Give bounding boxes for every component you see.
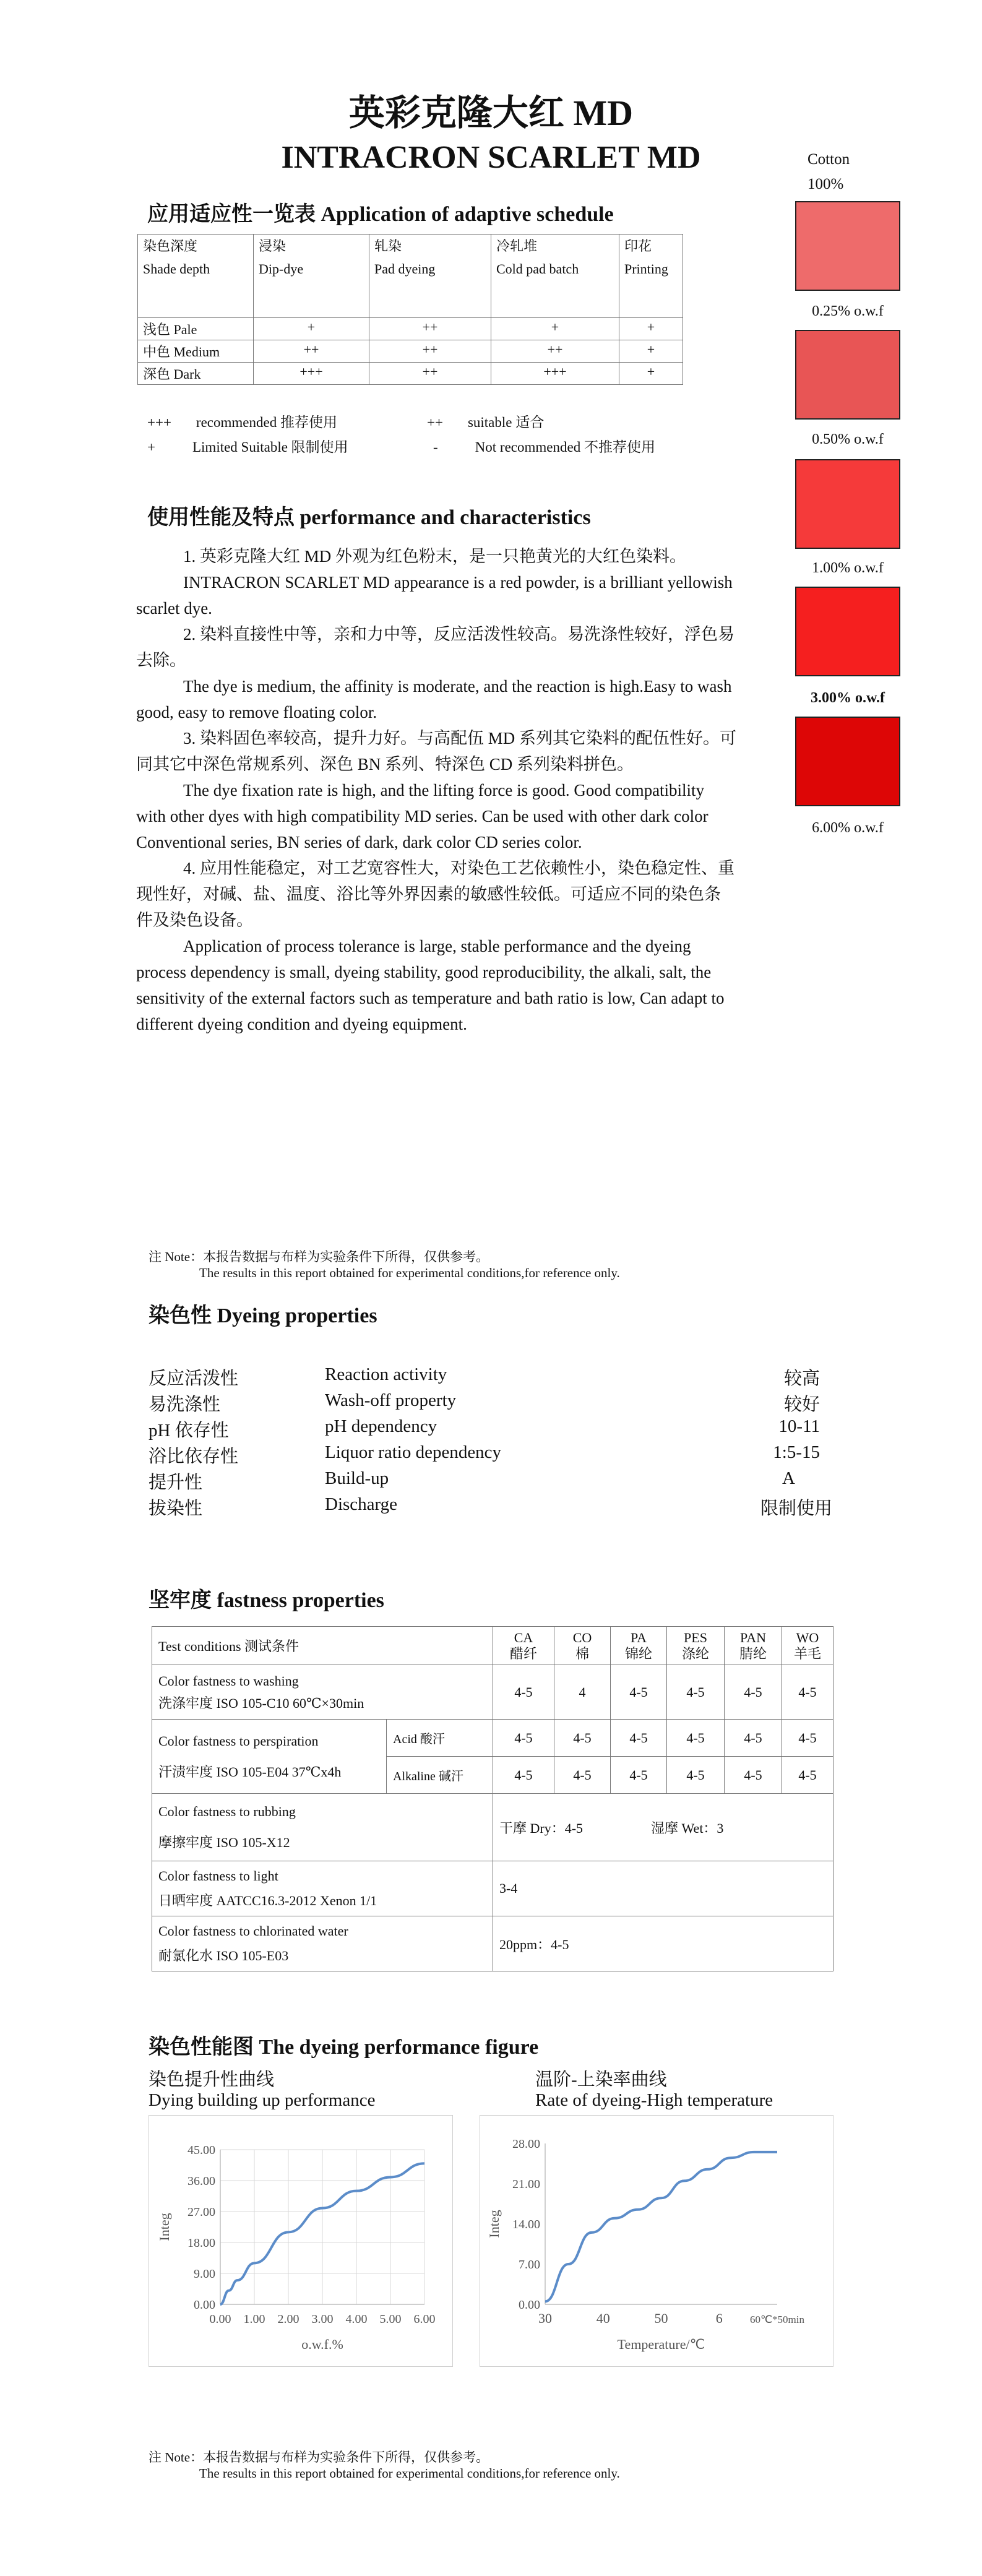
y-axis-label: Integ [157,2213,172,2241]
dp-cn-3: 浴比依存性 [149,1447,239,1467]
performance-p3-cn: 3. 染料固色率较高，提升力好。与高配伍 MD 系列其它染料的配伍性好。可同其它中深色常规系列、深色 BN 系列、特深色 CD 系列染料拼色。 [136,729,737,773]
header-pad-dyeing: 轧染 Pad dyeing [369,235,491,318]
y-tick-label: 28.00 [512,2137,540,2151]
swatch-label-6-00: 6.00% o.w.f [812,820,884,836]
x-axis-label: Temperature/℃ [617,2337,705,2352]
left-chart-title-en: Dying building up performance [149,2090,376,2110]
dp-en-2: pH dependency [325,1416,437,1436]
build-up-chart-svg [149,2116,452,2366]
x-tick-label: 4.00 [345,2312,368,2326]
left-chart-title-cn: 染色提升性曲线 [149,2070,275,2090]
x-tick-label: 2.00 [277,2312,299,2326]
title-chinese: 英彩克隆大红 MD [348,93,634,133]
legend-not-recommended: - Not recommended 不推荐使用 [433,439,655,455]
y-tick-label: 0.00 [519,2298,540,2312]
dp-cn-5: 拔染性 [149,1499,203,1518]
dp-value-4: A [782,1468,795,1488]
application-row-pale: 浅色 Pale + ++ + + [138,318,683,340]
x-tick-label: 5.00 [379,2312,402,2326]
x-tick-label: 6 [715,2311,723,2326]
dp-value-2: 10-11 [778,1416,820,1436]
y-tick-label: 27.00 [187,2205,215,2219]
dp-en-1: Wash-off property [325,1390,457,1410]
performance-heading: 使用性能及特点 performance and characteristics [147,506,591,529]
figure-heading: 染色性能图 The dyeing performance figure [149,2036,539,2059]
y-tick-label: 14.00 [512,2218,540,2231]
swatch-label-1-00: 1.00% o.w.f [812,560,884,576]
swatch-label-0-50: 0.50% o.w.f [812,431,884,447]
performance-p4-en: Application of process tolerance is large, stable performance and the dyeing process dependency is small, dyeing stability, good reproducibility, the alkali, salt, the sensitivity of the external factors such as temperature and bath ratio is low, Can adapt to different dyeing condition and dyeing equipment. [136,937,725,1033]
rate-of-dyeing-chart-svg [480,2116,833,2366]
x-tick-label: 60℃*50min [749,2314,805,2325]
note-1-en: The results in this report obtained for experimental conditions,for reference only. [199,1265,620,1280]
fastness-light-row: Color fastness to light 日晒牢度 AATCC16.3-2012 Xenon 1/1 3-4 [152,1861,833,1916]
performance-body [136,543,736,1037]
application-heading: 应用适应性一览表 Application of adaptive schedule [147,203,614,226]
fastness-heading: 坚牢度 fastness properties [149,1589,384,1612]
dp-value-3: 1:5-15 [773,1442,820,1462]
fastness-perspiration-alkaline-row: Alkaline 碱汗 4-5 4-5 4-5 4-5 4-5 4-5 [152,1757,833,1794]
swatch-header: Cotton 100% [808,151,850,192]
dp-cn-0: 反应活泼性 [149,1369,239,1389]
dp-en-0: Reaction activity [325,1364,447,1384]
x-tick-label: 50 [654,2311,668,2326]
note-1-cn: 注 Note：本报告数据与布样为实验条件下所得，仅供参考。 [149,1249,489,1264]
application-row-medium: 中色 Medium ++ ++ ++ + [138,340,683,363]
dp-cn-4: 提升性 [149,1473,203,1493]
fastness-table [152,1626,833,1971]
title-english: INTRACRON SCARLET MD [281,140,701,175]
x-tick-label: 30 [538,2311,552,2326]
swatch-0-50 [795,330,900,420]
fastness-rubbing-row: Color fastness to rubbing 摩擦牢度 ISO 105-X12 干摩 Dry：4-5 湿摩 Wet：3 [152,1794,833,1861]
note-2-cn: 注 Note：本报告数据与布样为实验条件下所得，仅供参考。 [149,2450,489,2465]
right-chart-title-cn: 温阶-上染率曲线 [535,2070,667,2090]
swatch-label-0-25: 0.25% o.w.f [812,303,884,319]
x-tick-label: 1.00 [243,2312,265,2326]
dp-value-1: 较好 [783,1395,820,1415]
y-tick-label: 9.00 [194,2267,215,2281]
build-up-chart [149,2115,453,2367]
fastness-chlorinated-row: Color fastness to chlorinated water 耐氯化水 ISO 105-E03 20ppm：4-5 [152,1916,833,1971]
x-tick-label: 40 [596,2311,610,2326]
header-shade-depth: 染色深度 Shade depth [138,235,254,318]
swatch-6-00 [795,717,900,806]
application-row-dark: 深色 Dark +++ ++ +++ + [138,363,683,385]
dp-cn-1: 易洗涤性 [149,1395,221,1415]
header-printing: 印花 Printing [619,235,683,318]
right-chart-title-en: Rate of dyeing-High temperature [535,2090,773,2110]
dp-en-5: Discharge [325,1494,398,1514]
y-tick-label: 7.00 [519,2258,540,2272]
swatch-3-00 [795,587,900,676]
dp-en-4: Build-up [325,1468,389,1488]
legend-recommended: +++ recommended 推荐使用 [147,415,337,430]
fastness-header-row: Test conditions 测试条件 CA 醋纤 CO 棉 PA 锦纶 PES 涤纶 PAN 腈纶 WO 羊毛 [152,1627,833,1665]
y-axis-label: Integ [486,2210,502,2238]
application-table [137,234,683,385]
performance-p2-en: The dye is medium, the affinity is moderate, and the reaction is high.Easy to wash good, easy to remove floating color. [136,677,732,722]
performance-p2-cn: 2. 染料直接性中等，亲和力中等，反应活泼性较高。易洗涤性较好，浮色易去除。 [136,625,734,670]
header-dip-dye: 浸染 Dip-dye [254,235,369,318]
y-tick-label: 18.00 [187,2236,215,2250]
fastness-perspiration-acid-row: Color fastness to perspiration 汗渍牢度 ISO 105-E04 37℃x4h Acid 酸汗 4-5 4-5 4-5 4-5 4-5 4-5 [152,1720,833,1757]
legend-suitable: ++ suitable 适合 [427,415,545,430]
dp-cn-2: pH 依存性 [149,1421,229,1441]
note-2-en: The results in this report obtained for experimental conditions,for reference only. [199,2466,620,2481]
performance-p1-cn: 1. 英彩克隆大红 MD 外观为红色粉末，是一只艳黄光的大红色染料。 [183,547,687,566]
swatch-0-25 [795,201,900,291]
rate-of-dyeing-chart [480,2115,833,2367]
performance-p1-en: INTRACRON SCARLET MD appearance is a red powder, is a brilliant yellowish scarlet dye. [136,573,733,618]
x-axis-label: o.w.f.% [301,2337,343,2352]
fastness-washing-row: Color fastness to washing 洗涤牢度 ISO 105-C10 60℃×30min 4-5 4 4-5 4-5 4-5 4-5 [152,1665,833,1720]
swatch-label-3-00: 3.00% o.w.f [811,690,885,706]
application-header-row [138,235,683,318]
x-tick-label: 3.00 [311,2312,334,2326]
swatch-1-00 [795,459,900,549]
dyeing-properties-heading: 染色性 Dyeing properties [149,1304,377,1327]
legend-limited: + Limited Suitable 限制使用 [147,439,348,455]
y-tick-label: 21.00 [512,2178,540,2191]
x-tick-label: 0.00 [209,2312,231,2326]
dp-en-3: Liquor ratio dependency [325,1442,502,1462]
y-tick-label: 36.00 [187,2174,215,2188]
y-tick-label: 0.00 [194,2298,215,2312]
dp-value-0: 较高 [783,1369,820,1389]
performance-p4-cn: 4. 应用性能稳定，对工艺宽容性大，对染色工艺依赖性小，染色稳定性、重现性好，对碱、盐、温度、浴比等外界因素的敏感性较低。可适应不同的染色条件及染色设备。 [136,859,734,929]
header-cold-pad-batch: 冷轧堆 Cold pad batch [491,235,619,318]
x-tick-label: 6.00 [413,2312,436,2326]
performance-p3-en: The dye fixation rate is high, and the lifting force is good. Good compatibility with other dyes with high compatibility MD series. Can be used with other dark color Conventional series, BN series of dark, dark color CD series color. [136,781,709,851]
dp-value-5: 限制使用 [760,1499,832,1518]
y-tick-label: 45.00 [187,2143,215,2157]
series-line [545,2152,777,2301]
